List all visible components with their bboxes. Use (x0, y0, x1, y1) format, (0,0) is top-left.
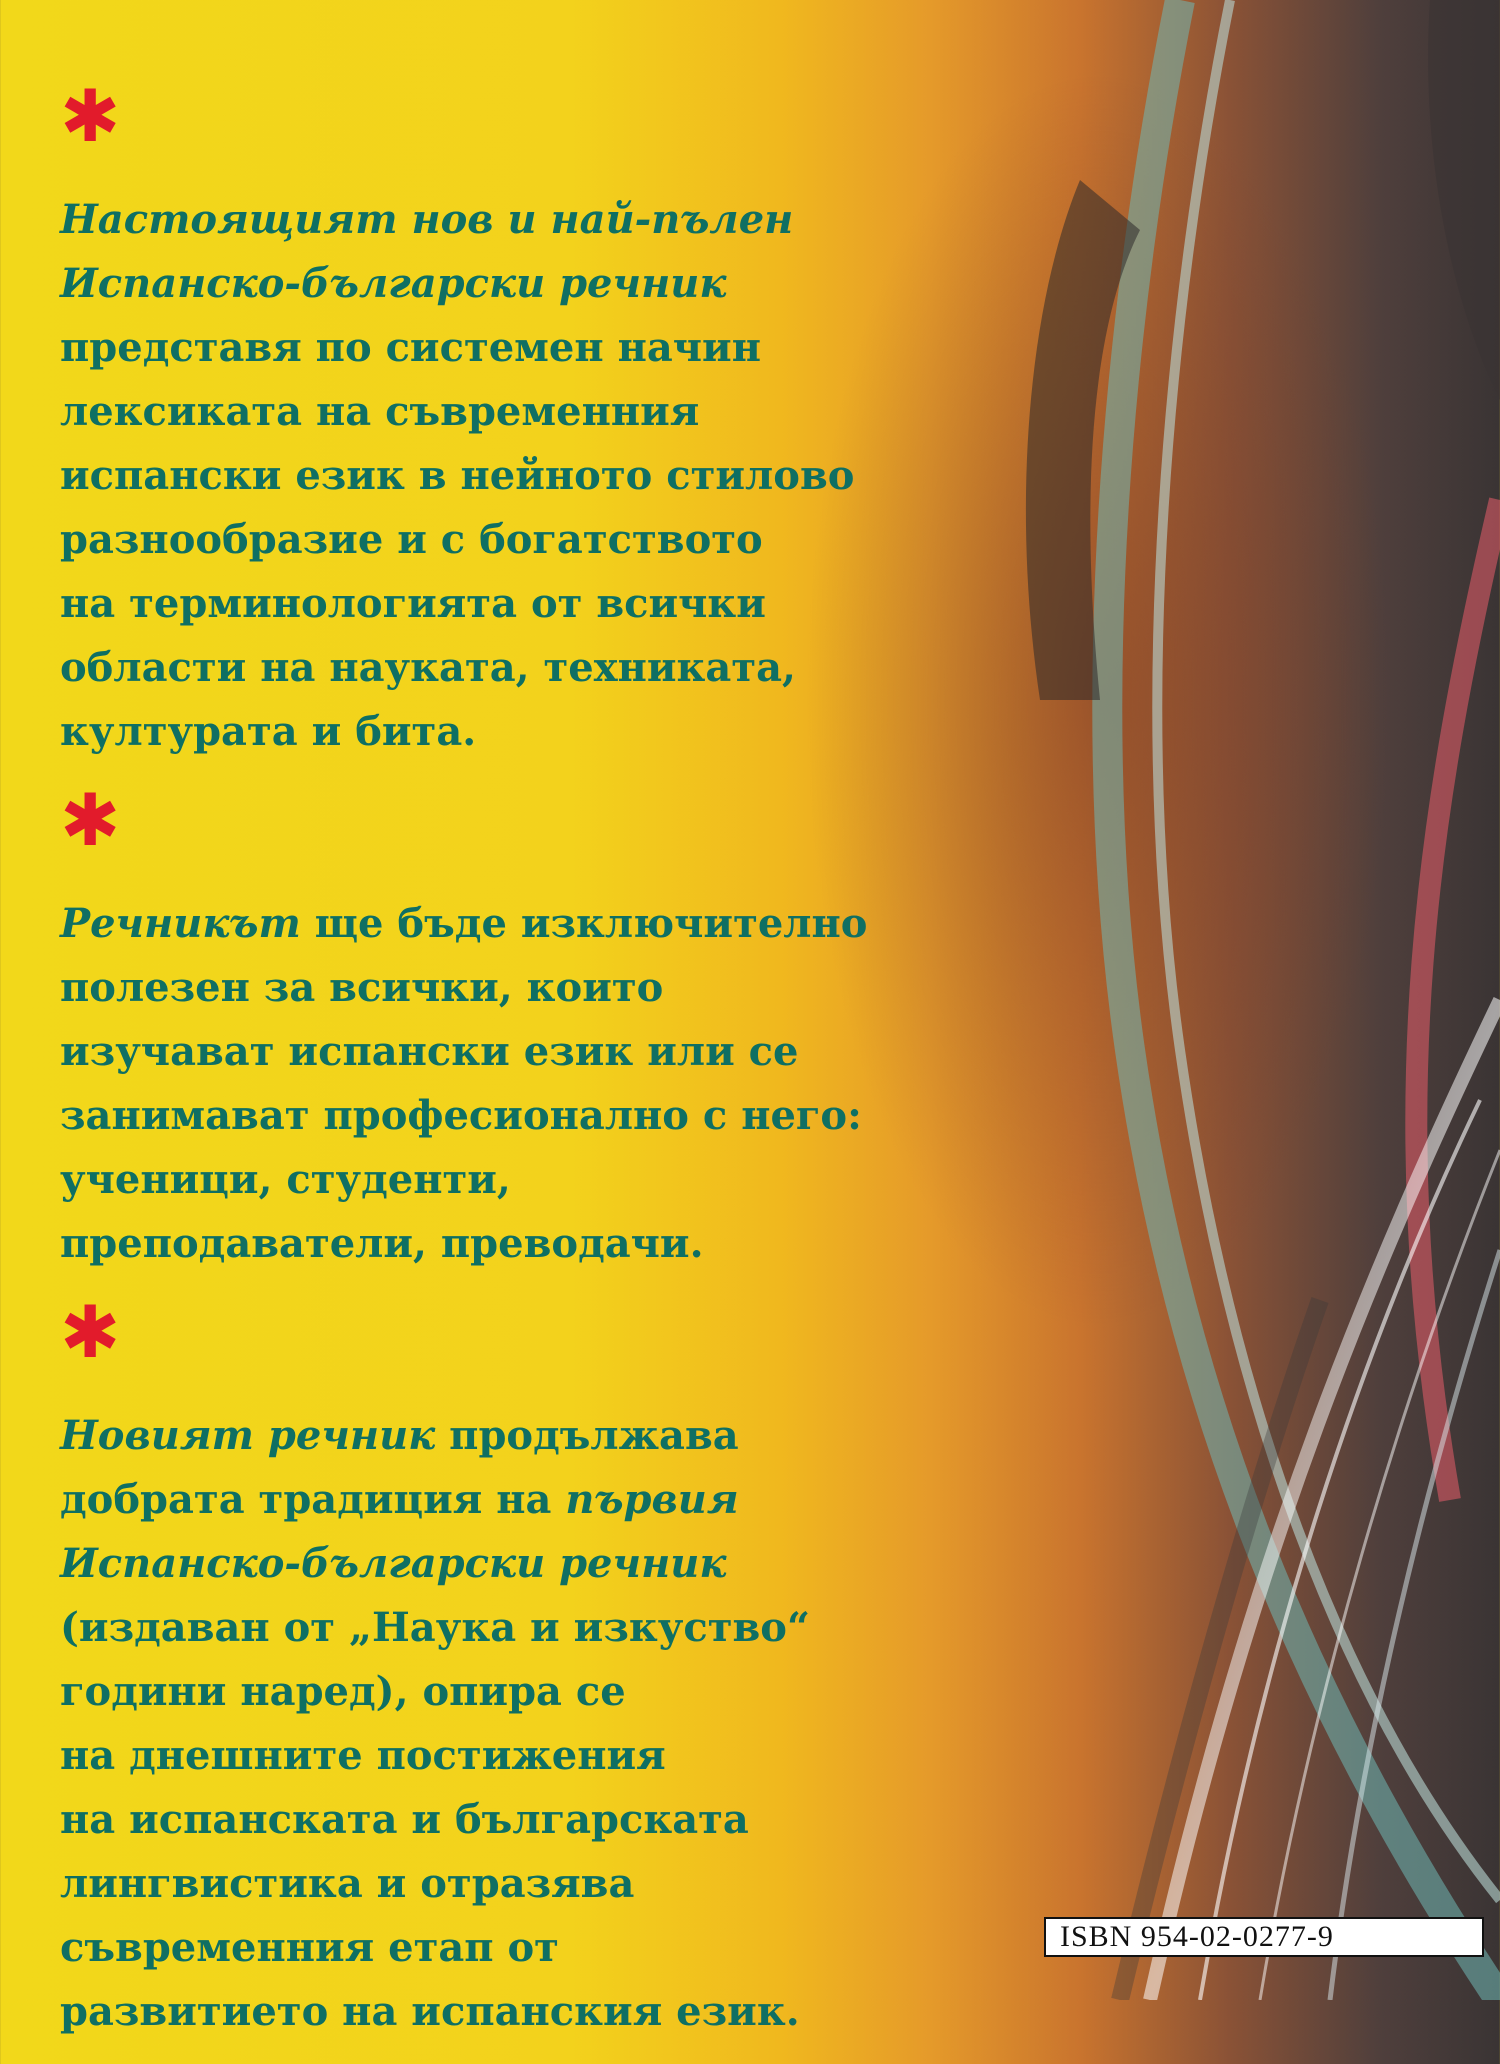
text: години наред), опира се (60, 1668, 626, 1715)
text-line (60, 700, 820, 764)
italic-text: Испанско-български речник (60, 1540, 727, 1587)
text-line (60, 1468, 820, 1532)
text-line (60, 1084, 862, 1148)
text-line (60, 508, 820, 572)
text-line (60, 252, 820, 316)
text-line (60, 1852, 820, 1916)
text: области на науката, техниката, (60, 644, 796, 691)
text: развитието на испанския език. (60, 1988, 800, 2035)
text: продължава (435, 1412, 739, 1459)
text-line (60, 956, 820, 1020)
italic-text: Испанско-български речник (60, 260, 727, 307)
text: културата и бита. (60, 708, 477, 755)
text: ще бъде изключително (300, 900, 868, 947)
text-line (60, 572, 820, 636)
text-line (60, 1148, 820, 1212)
italic-text: Настоящият нов и най-пълен (60, 196, 794, 243)
text-line (60, 380, 820, 444)
italic-text: Новият речник (60, 1412, 436, 1459)
text: разнообразие и с богатството (60, 516, 763, 563)
text: представя по системен начин (60, 324, 761, 371)
text: занимават професионално с него: (60, 1092, 862, 1139)
text-line (60, 1788, 820, 1852)
text: лексиката на съвременния (60, 388, 700, 435)
asterisk-bullet-icon: ✱ (60, 1290, 121, 1374)
text-line (60, 316, 820, 380)
text: на днешните постижения (60, 1732, 666, 1779)
isbn-label: ISBN 954-02-0277-9 (1044, 1917, 1484, 1957)
text: ученици, студенти, (60, 1156, 511, 1203)
text-line (60, 892, 868, 956)
asterisk-bullet-icon: ✱ (60, 778, 121, 862)
text: съвременния етап от (60, 1924, 559, 1971)
text: изучават испански език или се (60, 1028, 799, 1075)
text-line (60, 1660, 820, 1724)
text-line (60, 1020, 820, 1084)
text: полезен за всички, които (60, 964, 664, 1011)
text-line (60, 1212, 820, 1276)
text-line (60, 1980, 820, 2044)
paragraph (60, 188, 855, 764)
asterisk-bullet-icon: ✱ (60, 74, 121, 158)
text-line (60, 444, 855, 508)
text: испански език в нейното стилово (60, 452, 855, 499)
back-cover-text (60, 74, 868, 2064)
text-line (60, 636, 820, 700)
text: лингвистика и отразява (60, 1860, 635, 1907)
text-line (60, 1404, 820, 1468)
paragraph (60, 892, 868, 1276)
text-line (60, 1532, 820, 1596)
text: преподаватели, преводачи. (60, 1220, 704, 1267)
text-line (60, 188, 820, 252)
text: (издаван от „Наука и изкуство“ (60, 1604, 810, 1651)
text: добрата традиция на (60, 1476, 566, 1523)
text-line (60, 1916, 820, 1980)
italic-text: първия (565, 1476, 739, 1523)
text-line (60, 1724, 820, 1788)
paragraph (60, 1404, 820, 2044)
text-line (60, 1596, 820, 1660)
text: на испанската и българската (60, 1796, 749, 1843)
italic-text: Речникът (60, 900, 301, 947)
text: на терминологията от всички (60, 580, 766, 627)
